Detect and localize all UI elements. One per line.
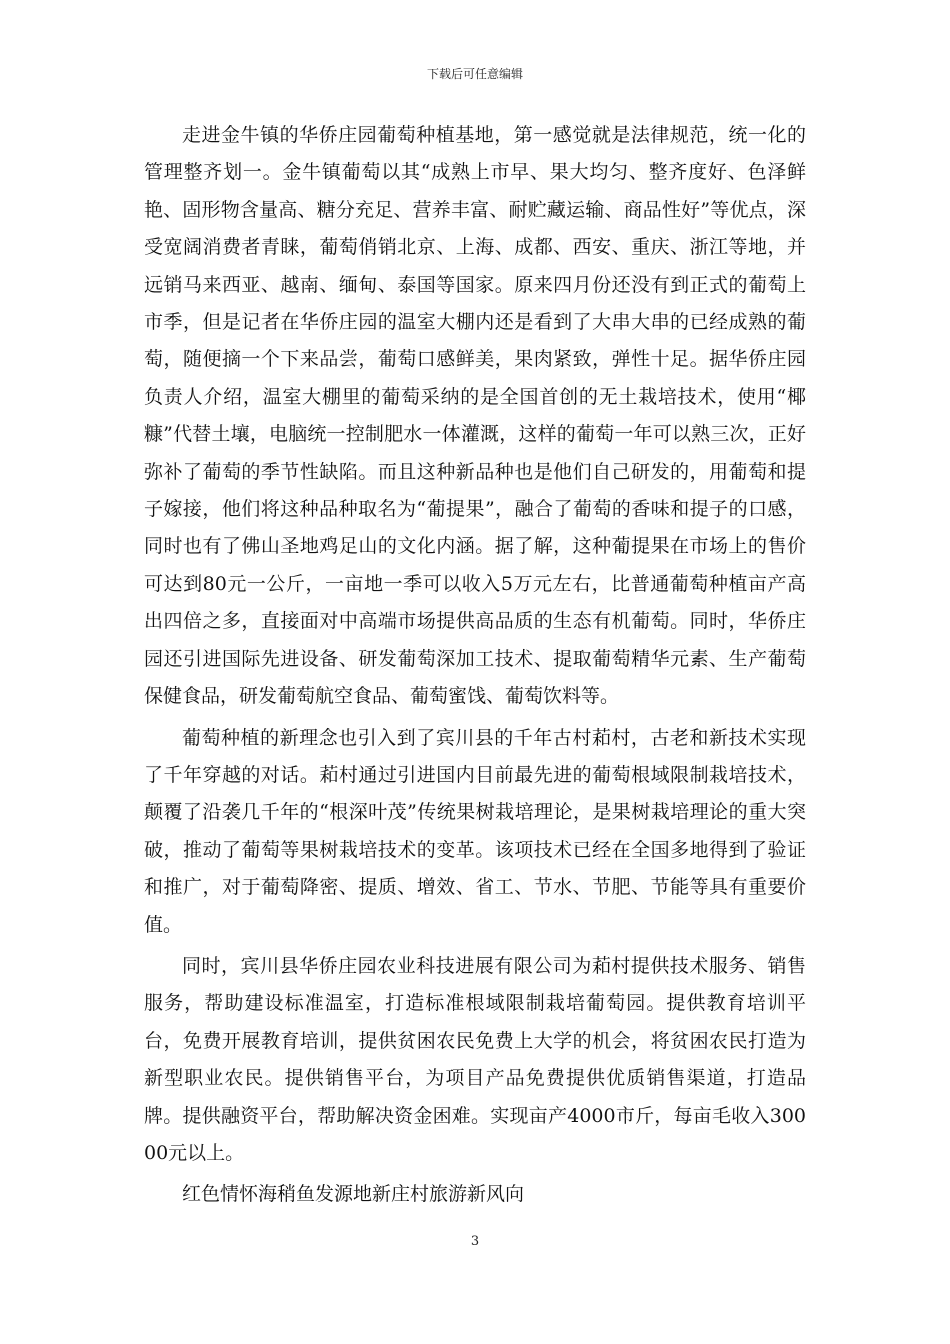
paragraph: 走进金牛镇的华侨庄园葡萄种植基地，第一感觉就是法律规范，统一化的管理整齐划一。金牛镇葡萄以其“成熟上市早、果大均匀、整齐度好、色泽鲜艳、固形物含量高、糖分充足、营养丰富、耐贮藏运输、商品性好”等优点，深受宽阔消费者青睐，葡萄俏销北京、上海、成都、西安、重庆、浙江等地，并远销马来西亚、越南、缅甸、泰国等国家。原来四月份还没有到正式的葡萄上市季，但是记者在华侨庄园的温室大棚内还是看到了大串大串的已经成熟的葡萄，随便摘一个下来品尝，葡萄口感鲜美，果肉紧致，弹性十足。据华侨庄园负责人介绍，温室大棚里的葡萄采纳的是全国首创的无土栽培技术，使用“椰糠”代替土壤，电脑统一控制肥水一体灌溉，这样的葡萄一年可以熟三次，正好弥补了葡萄的季节性缺陷。而且这种新品种也是他们自己研发的，用葡萄和提子嫁接，他们将这种品种取名为“葡提果”，融合了葡萄的香味和提子的口感，同时也有了佛山圣地鸡足山的文化内涵。据了解，这种葡提果在市场上的售价可达到80元一公斤，一亩地一季可以收入5万元左右，比普通葡萄种植亩产高出四倍之多，直接面对中高端市场提供高品质的生态有机葡萄。同时，华侨庄园还引进国际先进设备、研发葡萄深加工技术、提取葡萄精华元素、生产葡萄保健食品，研发葡萄航空食品、葡萄蜜饯、葡萄饮料等。 [144,124,806,708]
paragraph: 葡萄种植的新理念也引入到了宾川县的千年古村萂村，古老和新技术实现了千年穿越的对话。萂村通过引进国内目前最先进的葡萄根域限制栽培技术，颠覆了沿袭几千年的“根深叶茂”传统果树栽培理论，是果树栽培理论的重大突破，推动了葡萄等果树栽培技术的变革。该项技术已经在全国多地得到了验证和推广，对于葡萄降密、提质、增效、省工、节水、节肥、节能等具有重要价值。 [144,726,806,936]
paragraph: 同时，宾川县华侨庄园农业科技进展有限公司为萂村提供技术服务、销售服务，帮助建设标准温室，打造标准根域限制栽培葡萄园。提供教育培训平台，免费开展教育培训，提供贫困农民免费上大学的机会，将贫困农民打造为新型职业农民。提供销售平台，为项目产品免费提供优质销售渠道，打造品牌。提供融资平台，帮助解决资金困难。实现亩产4000市斤，每亩毛收入30000元以上。 [144,954,806,1164]
page-header: 下载后可任意编辑 [426,67,523,81]
article-body [144,117,806,1214]
page-number: 3 [470,1234,480,1249]
section-heading: 红色情怀海稍鱼发源地新庄村旅游新风向 [182,1183,525,1206]
